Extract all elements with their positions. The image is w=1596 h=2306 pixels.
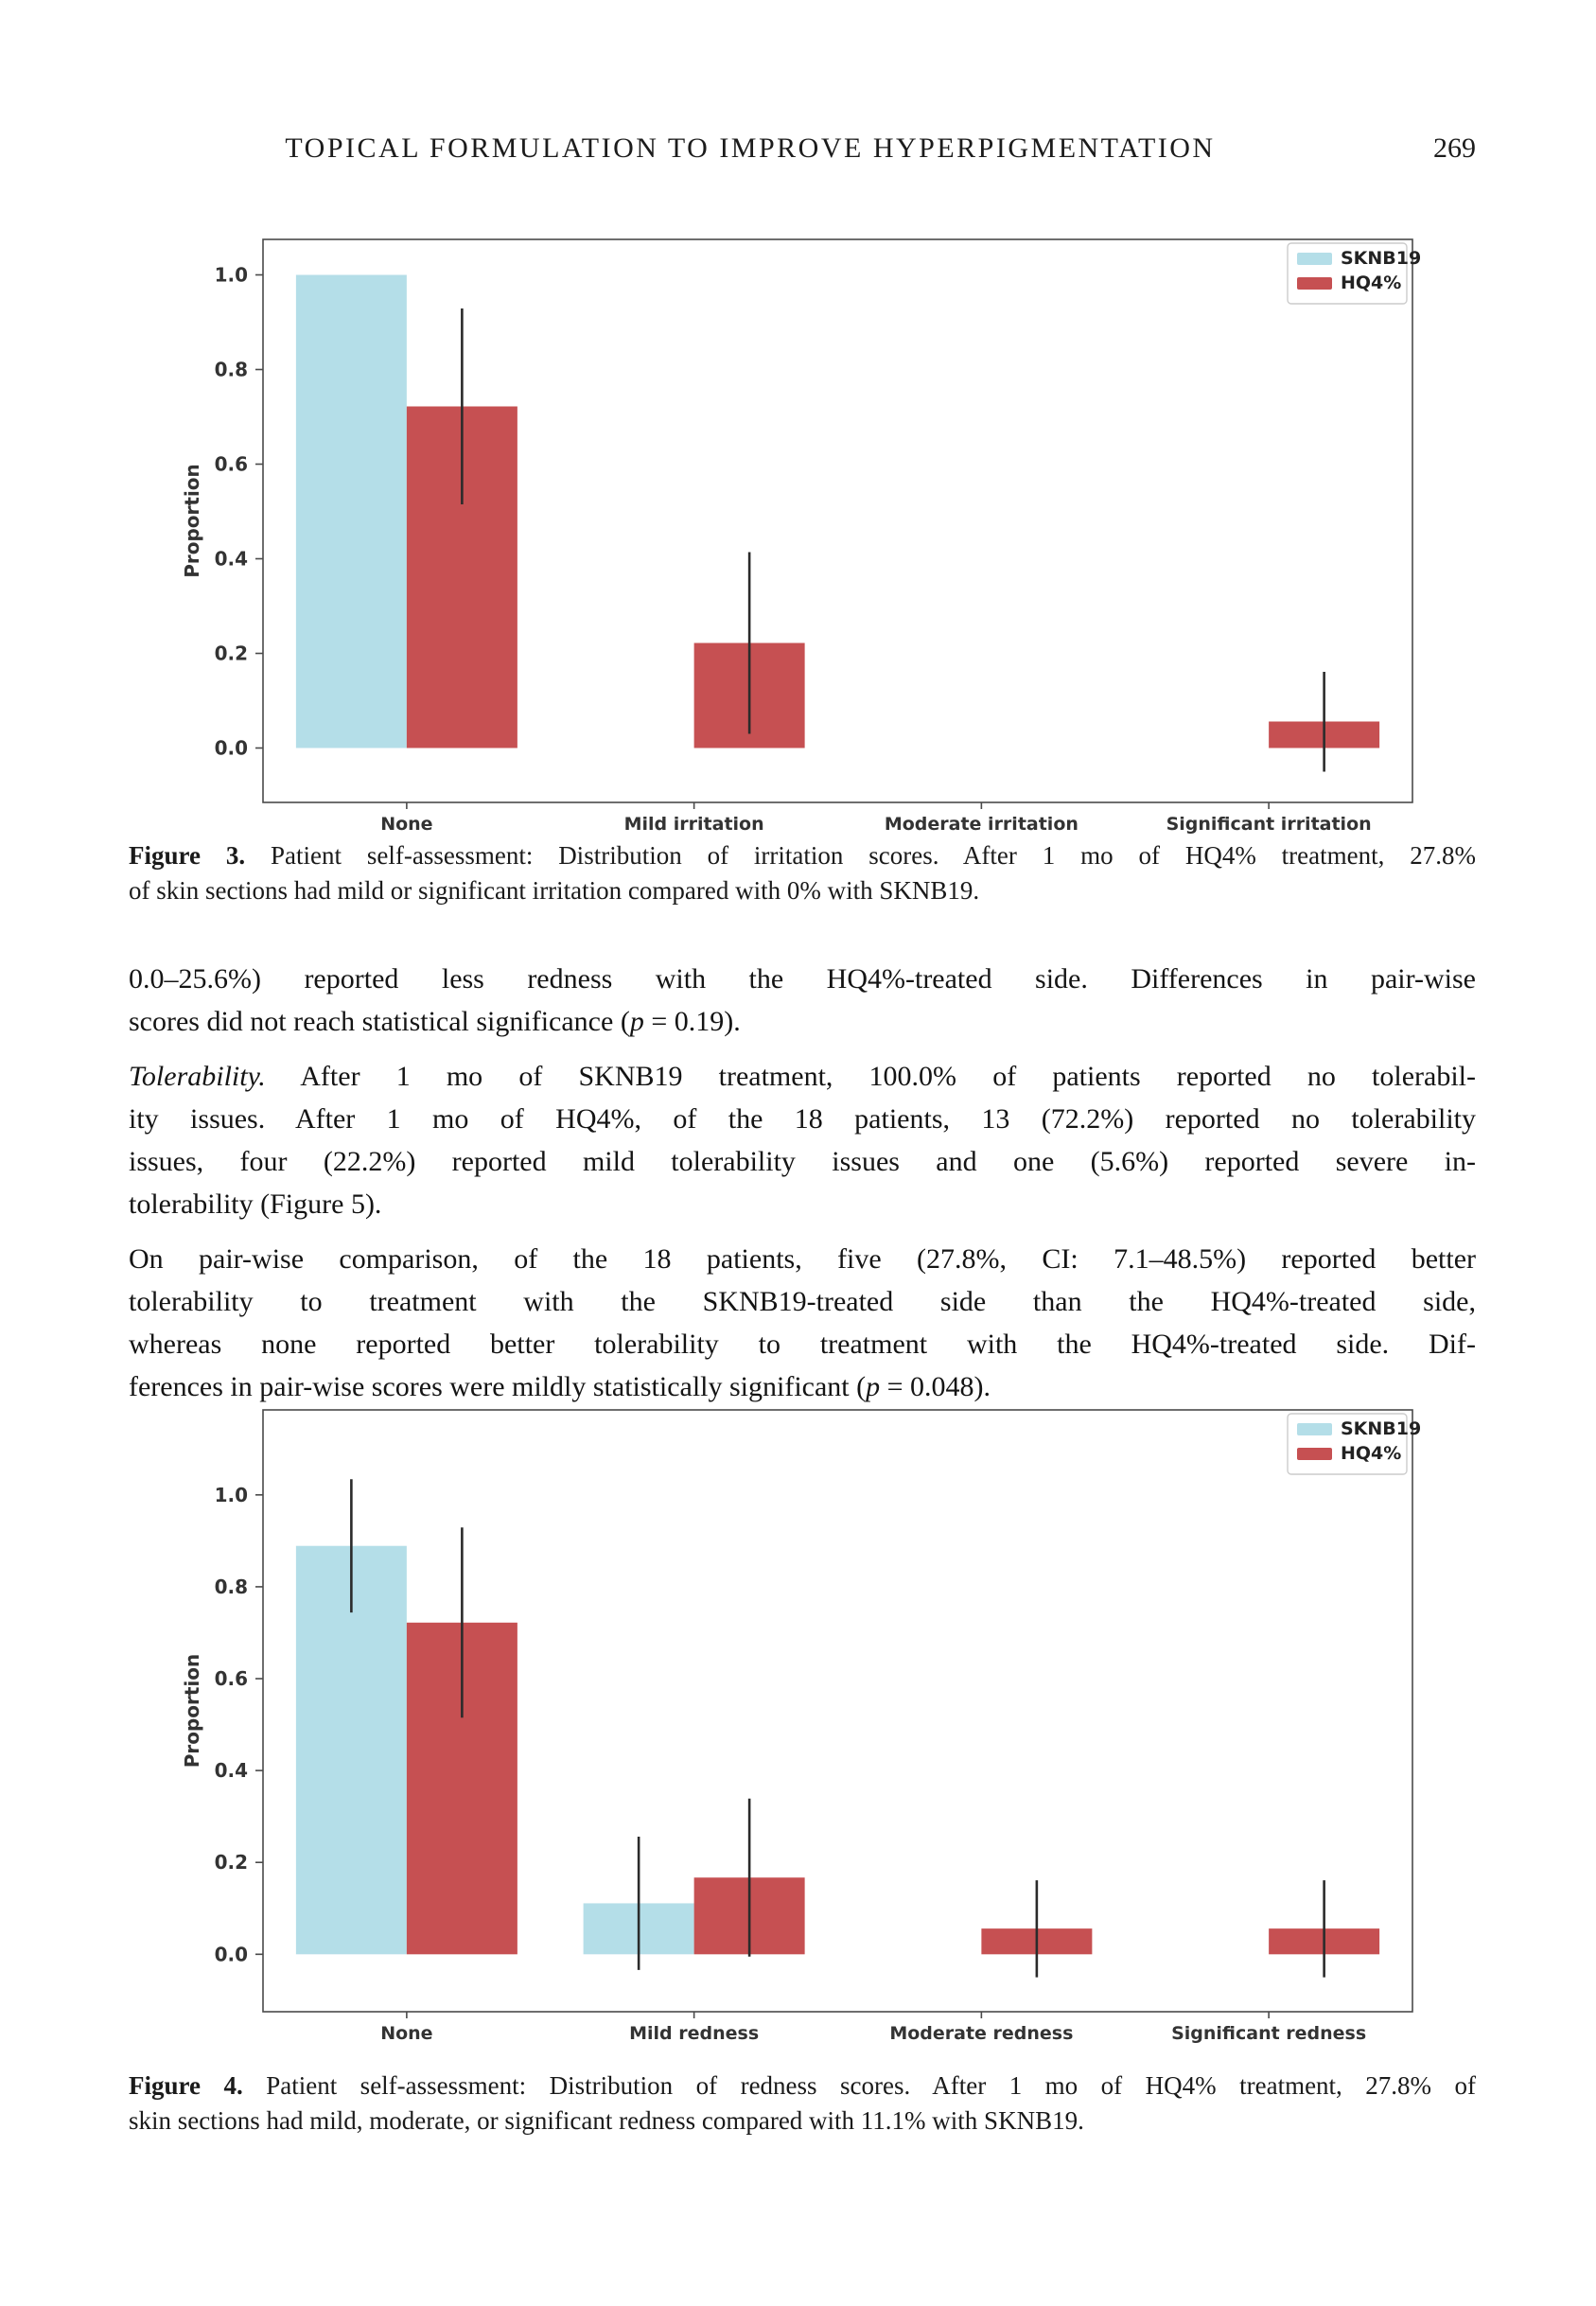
y-tick-label: 0.6 [214,452,248,476]
x-tick-label: None [380,814,433,835]
paragraph-2-text-run: ity issues. After 1 mo of HQ4%, of the 18 patients, 13 (72.2%) reported no tolerability [129,1103,1476,1135]
y-tick-label: 0.4 [214,547,248,571]
y-tick-label: 0.8 [214,1575,248,1598]
paragraph-2-text-run: issues, four (22.2%) reported mild tolerability issues and one (5.6%) reported severe in- [129,1146,1476,1177]
figure3-caption [129,838,1476,908]
paragraph-3-line [129,1238,1476,1280]
paragraph-1-line [129,1000,1476,1043]
body-text [129,958,1476,1420]
paragraph-2 [129,1055,1476,1225]
paragraph-1-text-run: scores did not reach statistical significance ( [129,1006,630,1037]
paragraph-3-text-run: On pair-wise comparison, of the 18 patients, five (27.8%, CI: 7.1–48.5%) reported better [129,1243,1476,1275]
paragraph-2-text-run: Tolerability. [129,1061,266,1092]
x-tick-label: Significant irritation [1166,814,1372,835]
legend-label: HQ4% [1341,273,1402,293]
page-number: 269 [1433,132,1476,164]
paragraph-1 [129,958,1476,1043]
legend-label: HQ4% [1341,1443,1402,1464]
paragraph-2-text-run: tolerability (Figure 5). [129,1188,382,1220]
paragraph-3-line [129,1365,1476,1408]
y-tick-label: 0.0 [214,736,248,760]
paragraph-3-text-run: p [866,1371,881,1402]
paragraph-3-text-run: = 0.048). [880,1371,991,1402]
figure4-caption-text-run: Figure 4. [129,2071,243,2100]
y-tick-label: 0.2 [214,1851,248,1875]
y-tick-label: 0.0 [214,1943,248,1966]
figure3-chart [129,237,1476,847]
paragraph-1-text-run: 0.0–25.6%) reported less redness with the HQ4%-treated side. Differences in pair-wise [129,963,1476,995]
legend-label: SKNB19 [1341,1418,1422,1439]
y-tick-label: 1.0 [214,263,248,287]
bar-sknb19-none [296,275,407,748]
paragraph-1-text-run: p [629,1006,644,1037]
y-tick-label: 0.2 [214,642,248,665]
figure4-chart [129,1404,1476,2057]
paragraph-2-line [129,1098,1476,1140]
y-tick-label: 0.8 [214,358,248,381]
y-tick-label: 0.6 [214,1667,248,1691]
figure3-caption-line [129,873,1476,908]
legend-swatch-hq4 [1297,277,1332,290]
paragraph-3-line [129,1323,1476,1365]
figure3-caption-text-run: Figure 3. [129,841,246,870]
legend-swatch-sknb19 [1297,1423,1332,1435]
figure4-bar-chart-svg [129,1404,1476,2057]
x-tick-label: Moderate redness [889,2023,1074,2044]
figure3-caption-text-run: of skin sections had mild or significant irritation compared with 0% with SKNB19. [129,876,980,905]
paragraph-3 [129,1238,1476,1408]
figure4-caption-text-run: skin sections had mild, moderate, or significant redness compared with 11.1% with SKNB19. [129,2106,1084,2135]
paragraph-2-line [129,1183,1476,1225]
figure4-caption-line [129,2104,1476,2139]
figure4-caption-line [129,2068,1476,2104]
x-tick-label: Mild redness [629,2023,760,2044]
y-tick-label: 1.0 [214,1483,248,1506]
running-header [129,132,1476,174]
paragraph-3-text-run: tolerability to treatment with the SKNB19-treated side than the HQ4%-treated side, [129,1286,1476,1317]
legend-label: SKNB19 [1341,248,1422,269]
paragraph-1-text-run: = 0.19). [643,1006,741,1037]
paragraph-3-text-run: ferences in pair-wise scores were mildly statistically significant ( [129,1371,867,1402]
x-tick-label: Moderate irritation [884,814,1079,835]
legend-swatch-hq4 [1297,1448,1332,1460]
y-tick-label: 0.4 [214,1759,248,1783]
figure4-caption-text-run: Patient self-assessment: Distribution of redness scores. After 1 mo of HQ4% treatment, 27.8% of [242,2071,1477,2100]
paragraph-1-line [129,958,1476,1000]
x-tick-label: Significant redness [1171,2023,1367,2044]
y-axis-label: Proportion [181,464,203,578]
paragraph-2-text-run: After 1 mo of SKNB19 treatment, 100.0% of patients reported no tolerabil- [265,1061,1476,1092]
x-tick-label: Mild irritation [623,814,764,835]
paragraph-3-text-run: whereas none reported better tolerability to treatment with the HQ4%-treated side. Dif- [129,1329,1476,1360]
figure4-caption [129,2068,1476,2139]
figure3-caption-text-run: Patient self-assessment: Distribution of irritation scores. After 1 mo of HQ4% treatment, 27.8% [245,841,1476,870]
legend-swatch-sknb19 [1297,253,1332,265]
figure3-caption-line [129,838,1476,873]
y-axis-label: Proportion [181,1653,203,1769]
figure3-bar-chart-svg [129,237,1476,847]
x-tick-label: None [380,2023,433,2044]
paragraph-2-line [129,1140,1476,1183]
running-head-title: TOPICAL FORMULATION TO IMPROVE HYPERPIGMENTATION [285,132,1216,164]
paragraph-3-line [129,1280,1476,1323]
paragraph-2-line [129,1055,1476,1098]
